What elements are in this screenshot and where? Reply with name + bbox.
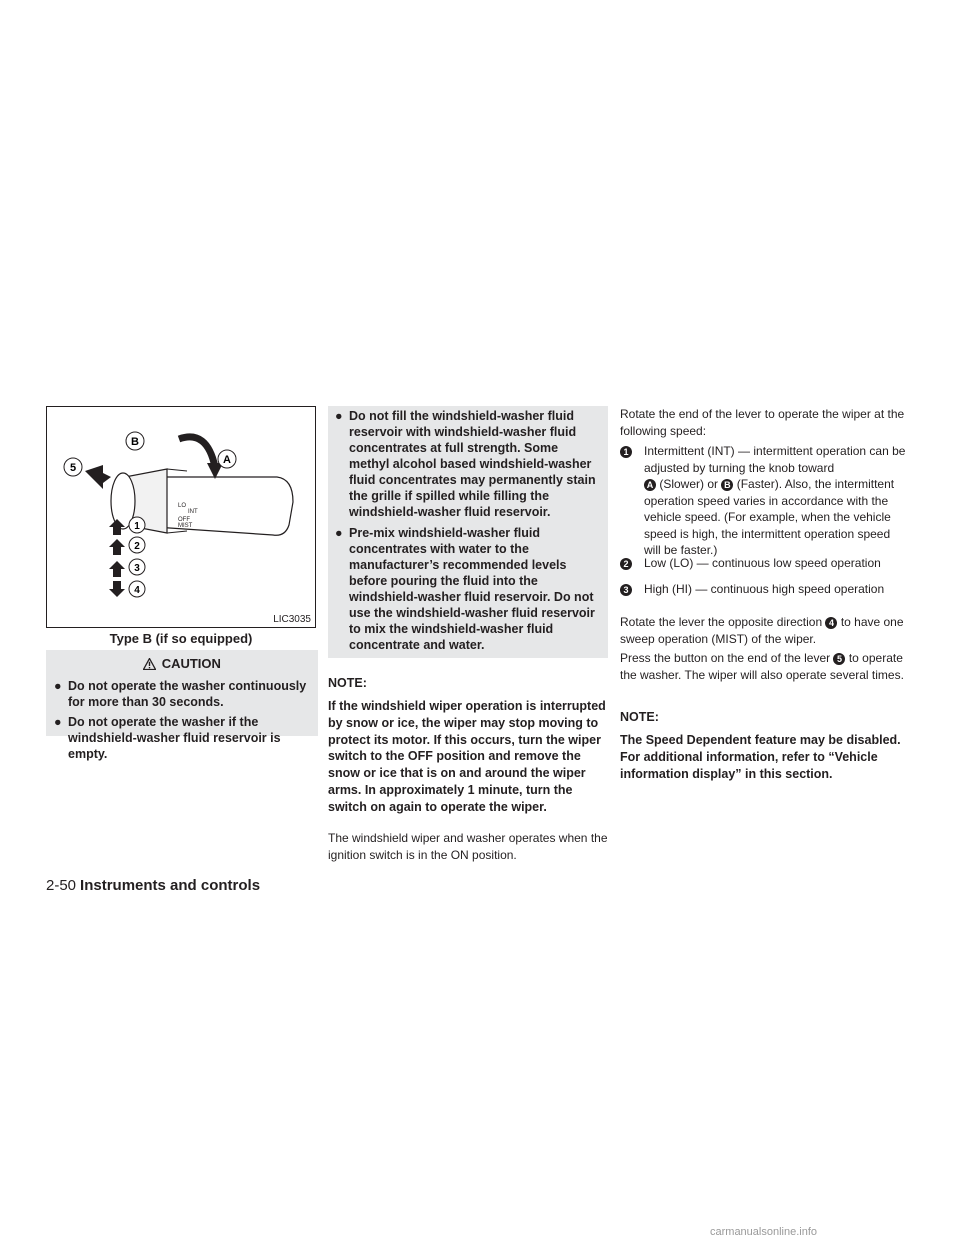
note-label: NOTE: — [620, 710, 659, 724]
svg-text:A: A — [223, 454, 231, 466]
label-2 — [109, 537, 145, 555]
page-footer — [46, 877, 260, 894]
item-text: Low (LO) — continuous low speed operation — [644, 556, 881, 570]
switch-mark-int: INT — [188, 509, 198, 515]
caution-heading — [54, 656, 310, 671]
letter-b-icon: B — [721, 479, 733, 491]
number-3-icon: 3 — [620, 584, 632, 596]
switch-mark-off: OFF — [178, 517, 190, 523]
switch-mark-mist: MIST — [178, 523, 193, 529]
figure-caption: Type B (if so equipped) — [109, 631, 253, 646]
svg-text:5: 5 — [69, 462, 77, 474]
wiper-lever-illustration — [46, 406, 316, 628]
svg-text:4: 4 — [134, 585, 140, 596]
item-text: Intermittent (INT) — intermittent operation can be adjusted by turning the knob toward — [644, 444, 906, 475]
number-5-icon: 5 — [833, 653, 845, 665]
wiper-lever-drawing — [47, 407, 315, 627]
watermark: carmanualsonline.info — [710, 1226, 818, 1238]
section-title: Instruments and controls — [80, 877, 261, 894]
speed-item-2 — [620, 555, 910, 572]
letter-a-icon: A — [644, 479, 656, 491]
number-4-icon: 4 — [825, 617, 837, 629]
caution-bullet-text: Do not operate the washer if the windshield-washer fluid reservoir is empty. — [68, 715, 281, 761]
label-a — [218, 450, 236, 468]
label-4 — [109, 581, 145, 597]
caution-bullet-text: Do not operate the washer continuously for more than 30 seconds. — [68, 679, 307, 709]
note-label: NOTE: — [328, 676, 367, 690]
svg-text:1: 1 — [134, 521, 140, 532]
note-text: If the windshield wiper operation is interrupted by snow or ice, the wiper may stop moving to protect its motor. If this occurs, turn the wiper switch to the OFF position and remove the snow or ice that is on and around the wiper arms. In approximately 1 minute, turn the switch on again to operate the wiper. — [328, 699, 606, 814]
page-number: 2-50 — [46, 877, 77, 894]
caution-bullet: ● Pre-mix windshield-washer fluid concentrates with water to the manufacturer’s recommended levels before pouring the fluid into the windshield-washer fluid reservoir. Do not use the windshield-washer fluid reservoir to mix the windshield-washer fluid concentrate and water. — [335, 525, 601, 653]
speed-item-1 — [620, 443, 910, 559]
caution-bullet: ● Do not fill the windshield-washer fluid reservoir with windshield-washer fluid concentrates at full strength. Some methyl alcohol based windshield-washer fluid concentrates may permanently stain the grille if spilled while filling the windshield-washer fluid reservoir. — [335, 408, 601, 520]
svg-text:2: 2 — [134, 541, 140, 552]
svg-text:3: 3 — [134, 563, 140, 574]
item-text: High (HI) — continuous high speed operation — [644, 582, 885, 596]
washer-paragraph: Press the button on the end of the lever 5 to operate the washer. The wiper will also operate several times. — [620, 651, 904, 682]
caution-bullet: ● Do not operate the washer if the windshield-washer fluid reservoir is empty. — [54, 714, 310, 762]
caution-bullet-text: Do not fill the windshield-washer fluid reservoir with windshield-washer fluid concentrates at full strength. Some methyl alcohol based windshield-washer fluid concentrates may permanently stain the grille if spilled while filling the windshield-washer fluid reservoir. — [349, 409, 596, 519]
note-text: The Speed Dependent feature may be disabled. For additional information, refer to “Vehicle information display” in this section. — [620, 733, 901, 781]
label-b — [126, 432, 144, 450]
caution-box — [46, 650, 318, 761]
caution-bullet: ● Do not operate the washer continuously for more than 30 seconds. — [54, 678, 310, 710]
number-2-icon: 2 — [620, 558, 632, 570]
number-1-icon: 1 — [620, 446, 632, 458]
warning-icon — [143, 658, 156, 670]
mist-paragraph: Rotate the lever the opposite direction 4 to have one sweep operation (MIST) of the wiper. — [620, 615, 904, 646]
item-text: (Slower) or — [659, 477, 719, 491]
item-text: (Faster). Also, the intermittent operation speed varies in accordance with the vehicle speed. (For example, when the vehicle speed is high, the intermittent operation speed will be faster.) — [644, 477, 895, 557]
caution-continued-box — [328, 406, 608, 658]
paragraph: The windshield wiper and washer operates when the ignition switch is in the ON position. — [328, 831, 608, 862]
intro-paragraph: Rotate the end of the lever to operate the wiper at the following speed: — [620, 407, 905, 438]
label-3 — [109, 559, 145, 577]
caution-title: CAUTION — [161, 656, 221, 671]
figure-code: LIC3035 — [273, 614, 311, 625]
speed-item-3 — [620, 581, 910, 598]
caution-bullet-text: Pre-mix windshield-washer fluid concentrates with water to the manufacturer’s recommended levels before pouring the fluid into the windshield-washer fluid reservoir. Do not use the windshield-washer fluid reservoir to mix the windshield-washer fluid concentrate and water. — [349, 526, 595, 652]
label-5 — [64, 458, 82, 476]
switch-mark-lo: LO — [178, 503, 187, 509]
svg-text:B: B — [131, 436, 139, 448]
